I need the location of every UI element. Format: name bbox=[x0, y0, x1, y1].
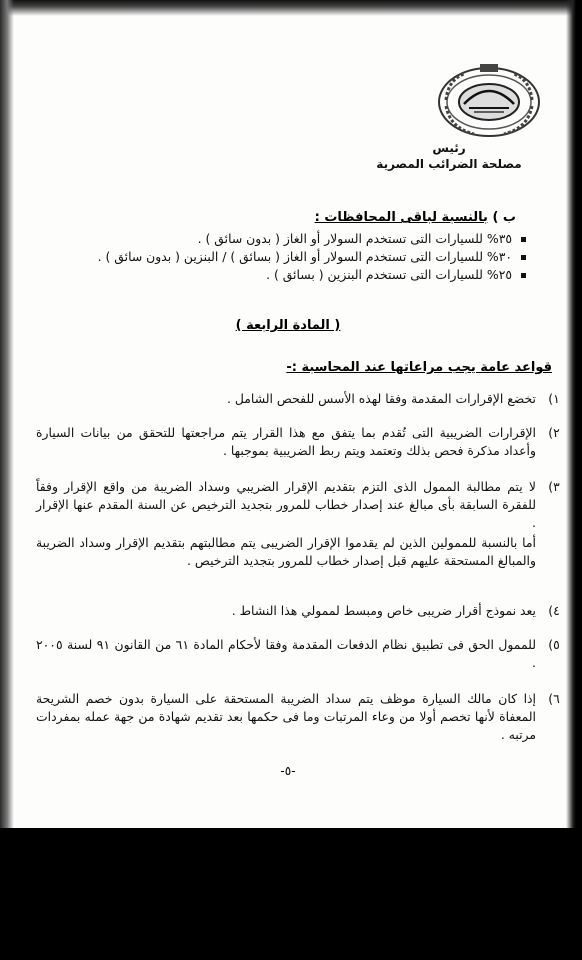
rule-number: ٦) bbox=[548, 691, 560, 706]
rule-item bbox=[36, 424, 560, 460]
section-b-heading bbox=[315, 210, 516, 225]
rule-number: ٥) bbox=[548, 637, 560, 652]
article-title-text: ( المادة الرابعة ) bbox=[235, 318, 341, 333]
rule-text: لا يتم مطالبة الممول الذى التزم بتقديم الإقرار الضريبي وسداد الضريبة من واقع الإقرار وفقاً للفقرة السابقة بأى مبالغ عند إصدار خطاب للمرور بتجديد الترخيص عن السنة المقدم عنها الإقرار . bbox=[36, 479, 536, 530]
rule-text: يعد نموذج أقرار ضريبى خاص ومبسط لممولي هذا النشاط . bbox=[231, 603, 536, 618]
issuer-line-2: مصلحة الضرائب المصرية bbox=[376, 157, 522, 171]
issuer-title bbox=[374, 140, 524, 172]
scan-left-edge bbox=[0, 0, 14, 828]
rule-3-note: أما بالنسبة للممولين الذين لم يقدموا الإقرار الضريبى يتم مطالبتهم بتقديم الإقرار وسداد الضريبة والمبالغ المستحقة عليهم قبل إصدار خطاب للمرور بتجديد الترخيص . bbox=[36, 535, 536, 568]
rule-item bbox=[36, 690, 560, 744]
bullet-item: ٣٥% للسيارات التى تستخدم السولار أو الغاز ( بدون سائق ) . bbox=[88, 230, 528, 248]
rule-text: تخضع الإقرارات المقدمة وفقا لهذه الأسس للفحص الشامل . bbox=[227, 391, 536, 406]
scan-right-edge bbox=[566, 0, 576, 828]
section-b-bullets bbox=[88, 230, 528, 284]
rules-heading: قواعد عامة يجب مراعاتها عند المحاسبة :- bbox=[286, 360, 552, 375]
section-b-label: ب ) bbox=[492, 210, 516, 225]
rule-text: للممول الحق فى تطبيق نظام الدفعات المقدمة وفقا لأحكام المادة ٦١ من القانون ٩١ لسنة ٢٠٠٥ . bbox=[36, 637, 536, 670]
section-b-title: بالنسبة لباقى المحافظات : bbox=[314, 210, 488, 225]
issuer-line-1: رئيس bbox=[432, 141, 466, 155]
bullet-item: ٣٠% للسيارات التى تستخدم السولار أو الغاز ( بسائق ) / البنزين ( بدون سائق ) . bbox=[88, 248, 528, 266]
page-number: -٥- bbox=[280, 764, 296, 778]
bullet-item: ٢٥% للسيارات التى تستخدم البنزين ( بسائق ) . bbox=[88, 266, 528, 284]
rule-item bbox=[36, 636, 560, 672]
rule-number: ١) bbox=[548, 391, 560, 406]
rule-number: ٣) bbox=[548, 479, 560, 494]
rule-number: ٤) bbox=[548, 603, 560, 618]
rule-number: ٢) bbox=[548, 425, 560, 440]
background-area bbox=[0, 828, 582, 960]
article-title bbox=[0, 318, 576, 333]
rule-text: إذا كان مالك السيارة موظف يتم سداد الضريبة المستحقة على السيارة بدون خصم الشريحة المعفاة لأنها تخصم أولا من وعاء المرتبات وما فى حكمها بعد تقديم شهادة من جهة عمله بمفردات مرتبه . bbox=[36, 691, 536, 742]
rule-item bbox=[36, 390, 560, 408]
rule-item bbox=[36, 478, 560, 532]
scan-top-shadow bbox=[0, 0, 576, 16]
rule-text: الإقرارات الضريبية التى تُقدم بما يتفق مع هذا القرار يتم مراجعتها للتحقق من بيانات السيارة وأعداد مذكرة فحص بذلك وتعتمد ويتم ربط الضريبية بموجبها . bbox=[36, 425, 536, 458]
rule-item bbox=[36, 602, 560, 620]
official-seal-icon bbox=[434, 60, 544, 140]
